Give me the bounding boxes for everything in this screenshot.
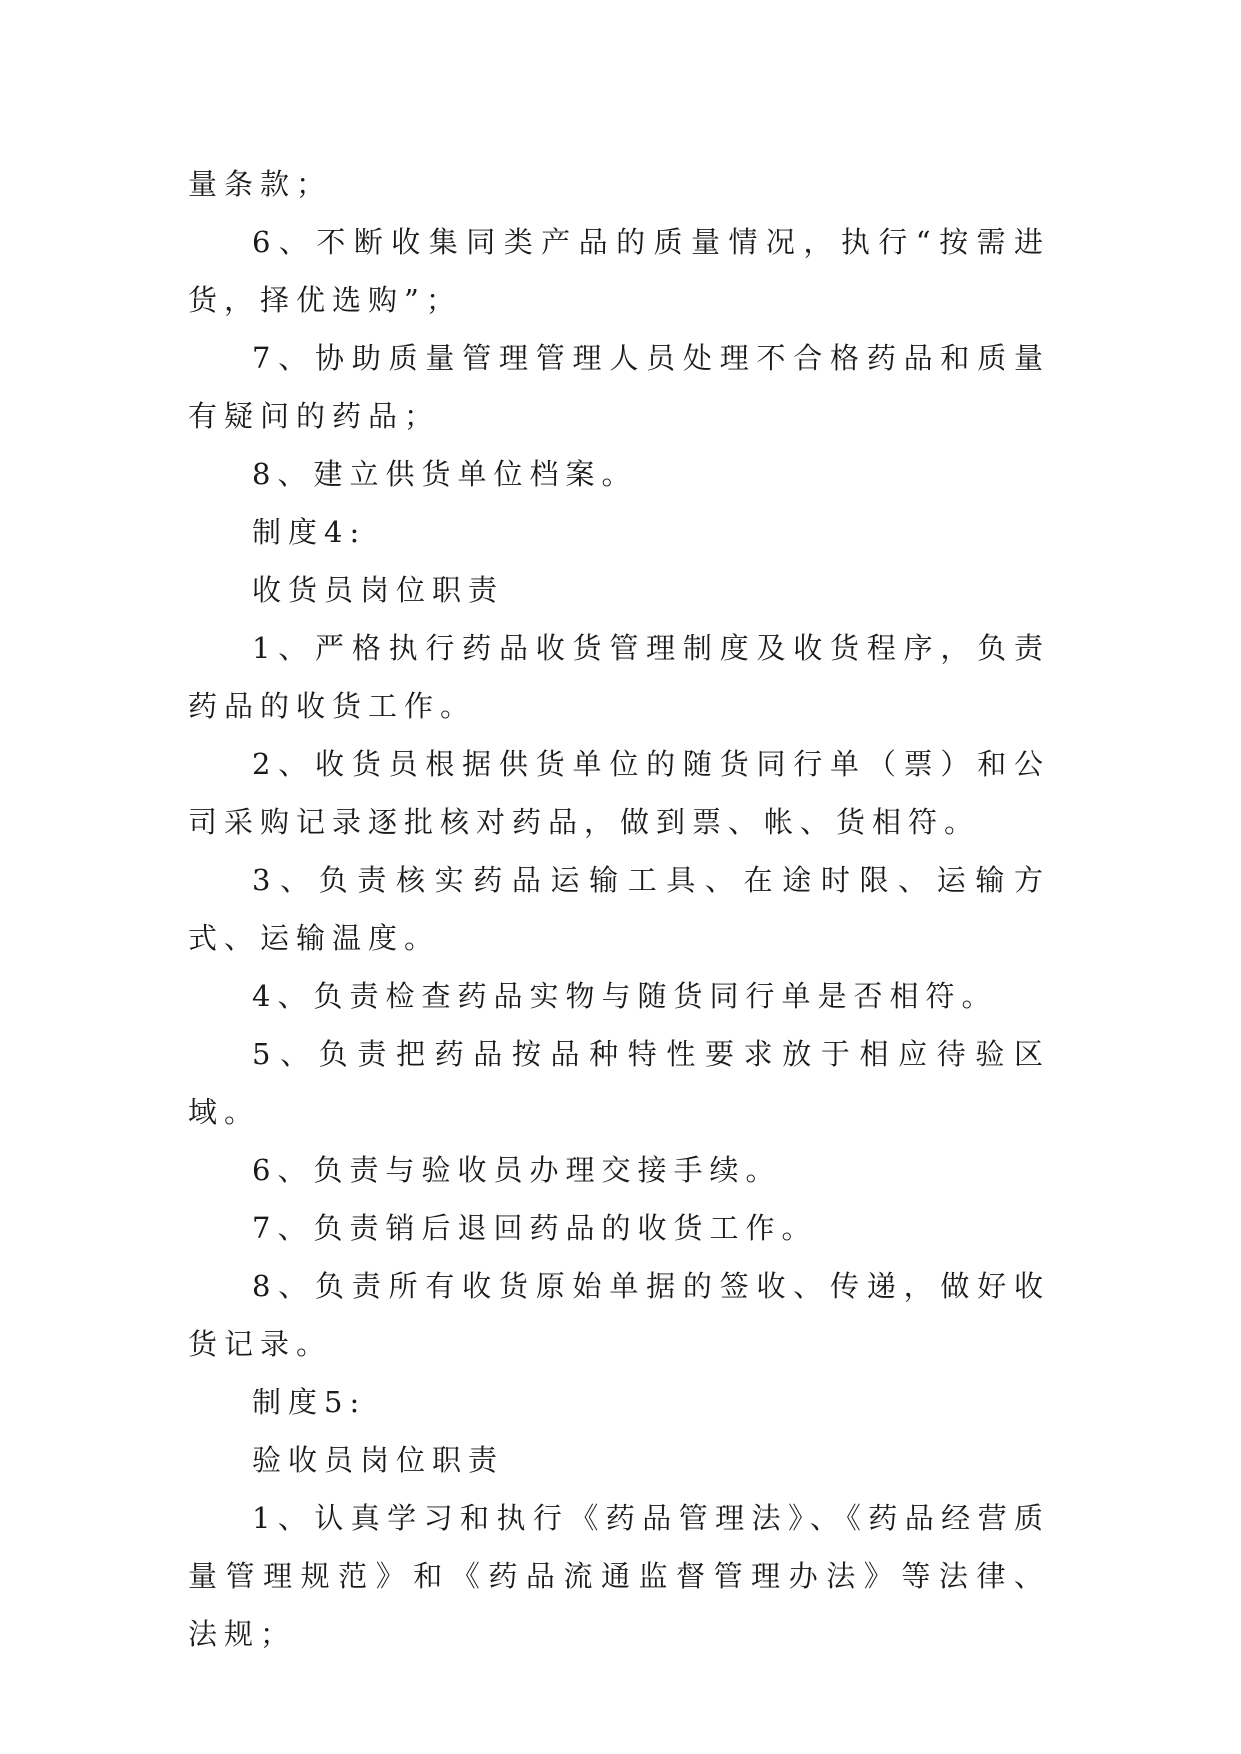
paragraph: 5、负责把药品按品种特性要求放于相应待验区域。 (188, 1037, 1050, 1129)
paragraph: 4、负责检查药品实物与随货同行单是否相符。 (252, 979, 998, 1013)
paragraph: 3、负责核实药品运输工具、在途时限、运输方式、运输温度。 (188, 863, 1050, 955)
paragraph: 8、建立供货单位档案。 (252, 457, 638, 491)
paragraph: 6、不断收集同类产品的质量情况，执行“按需进货，择优选购”； (188, 225, 1050, 317)
paragraph: 1、认真学习和执行《药品管理法》、《药品经营质量管理规范》和《药品流通监督管理办法》等法律、法规； (188, 1501, 1050, 1651)
section-label: 制度5: (252, 1385, 367, 1419)
section-label: 制度4: (252, 515, 367, 549)
paragraph: 6、负责与验收员办理交接手续。 (252, 1153, 782, 1187)
paragraph: 8、负责所有收货原始单据的签收、传递，做好收货记录。 (188, 1269, 1050, 1361)
paragraph: 7、负责销后退回药品的收货工作。 (252, 1211, 818, 1245)
paragraph: 量条款； (188, 167, 333, 201)
section-heading: 收货员岗位职责 (252, 573, 505, 607)
document-body (188, 155, 1050, 1663)
paragraph: 1、严格执行药品收货管理制度及收货程序，负责药品的收货工作。 (188, 631, 1050, 723)
paragraph: 2、收货员根据供货单位的随货同行单（票）和公司采购记录逐批核对药品，做到票、帐、货相符。 (188, 747, 1050, 839)
paragraph: 7、协助质量管理管理人员处理不合格药品和质量有疑问的药品； (188, 341, 1050, 433)
section-heading: 验收员岗位职责 (252, 1443, 505, 1477)
